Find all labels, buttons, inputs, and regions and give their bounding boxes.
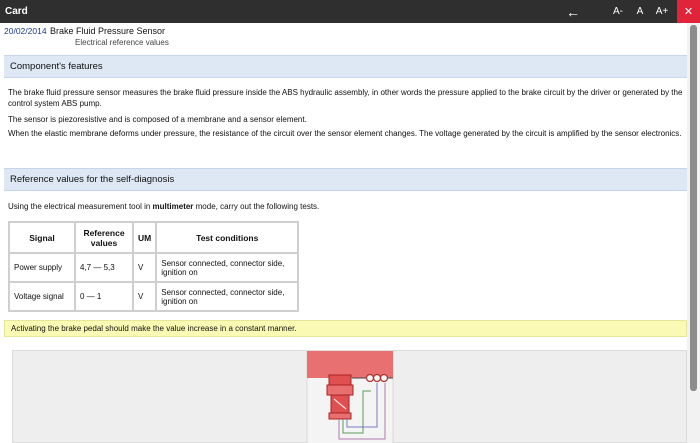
cell-signal: Power supply [9, 253, 75, 282]
col-header-test-conditions: Test conditions [156, 222, 298, 253]
cell-conditions: Sensor connected, connector side, ignition on [156, 282, 298, 311]
section-components-features: Component's features [4, 55, 687, 78]
note-highlight: Activating the brake pedal should make the value increase in a constant manner. [4, 320, 687, 337]
font-decrease-button[interactable]: A- [613, 6, 623, 17]
table-row [9, 253, 298, 282]
window-title: Card [5, 6, 28, 17]
vertical-scrollbar[interactable] [687, 23, 700, 443]
features-paragraph-2: The sensor is piezoresistive and is composed of a membrane and a sensor element. [8, 115, 307, 124]
instruction-after: mode, carry out the following tests. [193, 202, 320, 211]
font-normal-button[interactable]: A [636, 6, 644, 17]
features-paragraph-1: The brake fluid pressure sensor measures the brake fluid pressure inside the ABS hydraulic assembly, in other words the pressure applied to the brake circuit by the driver or generated by the control system ABS pump. [8, 88, 683, 108]
section-reference-values: Reference values for the self-diagnosis [4, 168, 687, 191]
close-icon[interactable]: ✕ [677, 0, 700, 23]
instruction-text [8, 202, 683, 213]
col-header-um: UM [133, 222, 156, 253]
table-header-row [9, 222, 298, 253]
cell-signal: Voltage signal [9, 282, 75, 311]
title-bar [0, 0, 700, 23]
reference-values-table [8, 221, 299, 312]
col-header-signal: Signal [9, 222, 75, 253]
cell-um: V [133, 253, 156, 282]
font-increase-button[interactable]: A+ [655, 6, 669, 17]
scrollbar-thumb[interactable] [690, 25, 697, 391]
document-date: 20/02/2014 [4, 26, 47, 36]
instruction-mode: multimeter [152, 202, 194, 211]
cell-conditions: Sensor connected, connector side, ignition on [156, 253, 298, 282]
cell-um: V [133, 282, 156, 311]
card-content[interactable] [0, 23, 687, 443]
instruction-before: Using the electrical measurement tool in [8, 202, 153, 211]
diagram-panel [12, 350, 687, 443]
sensor-wiring-diagram-icon [13, 351, 687, 443]
back-arrow-icon[interactable]: ← [566, 3, 580, 20]
cell-reference: 4,7 — 5,3 [75, 253, 133, 282]
document-title: Brake Fluid Pressure Sensor [50, 26, 166, 36]
cell-reference: 0 — 1 [75, 282, 133, 311]
table-row [9, 282, 298, 311]
document-subtitle: Electrical reference values [75, 38, 169, 47]
features-paragraph-3: When the elastic membrane deforms under pressure, the resistance of the circuit over the sensor element changes. The voltage generated by the circuit is amplified by the sensor electronics. [8, 129, 682, 138]
col-header-reference-values: Reference values [75, 222, 133, 253]
